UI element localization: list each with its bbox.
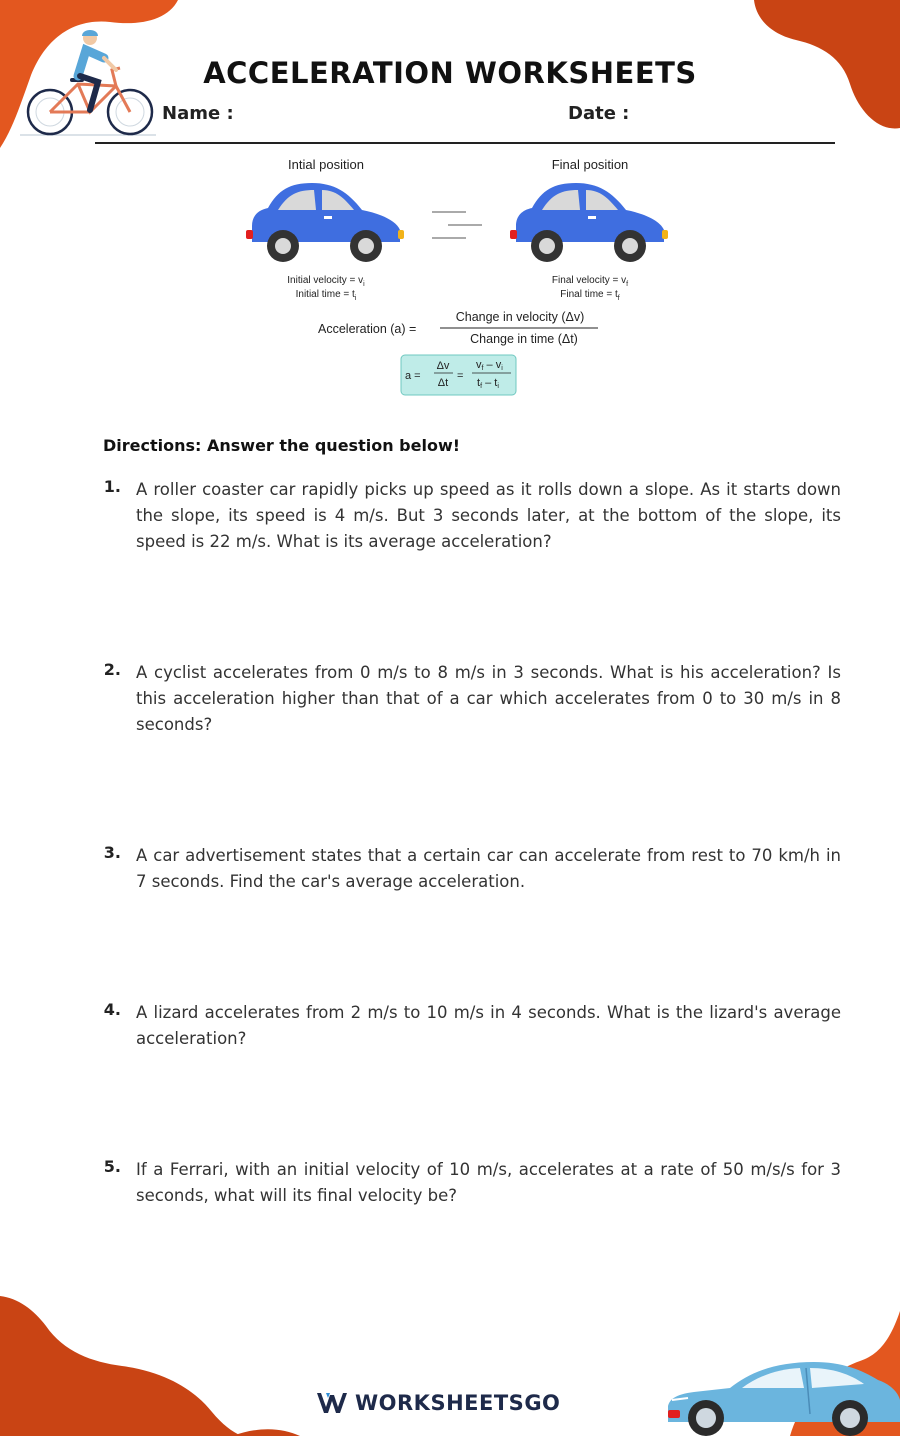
question-number: 5. <box>103 1157 121 1176</box>
formula-numerator: Change in velocity (Δv) <box>455 310 585 324</box>
acceleration-label: Acceleration (a) = <box>318 322 417 336</box>
final-position-label: Final position <box>551 157 629 172</box>
svg-text:=: = <box>457 370 464 382</box>
final-time-text: Final time = $t_f$ <box>560 289 620 302</box>
svg-text:vf – vi: vf – vi <box>476 359 503 372</box>
formula-denominator: Change in time (Δt) <box>470 332 578 346</box>
corner-decoration-bottom-left <box>0 1296 300 1436</box>
sports-car-illustration <box>664 1356 900 1436</box>
svg-text:Δv: Δv <box>436 360 450 372</box>
initial-car-icon <box>246 183 404 262</box>
svg-text:a =: a = <box>405 370 421 382</box>
question-item <box>95 1000 841 1052</box>
name-label: Name : <box>162 103 234 124</box>
brand-go: GO <box>524 1391 561 1415</box>
question-text: A car advertisement states that a certain car can accelerate from rest to 70 km/h in 7 seconds. Find the car's average acceleration. <box>136 846 841 891</box>
motion-lines <box>432 212 482 238</box>
question-item <box>95 660 841 738</box>
initial-position-label: Intial position <box>288 157 364 172</box>
question-item <box>95 1157 841 1209</box>
brand-logo[interactable] <box>316 1388 560 1418</box>
final-velocity-text: Final velocity = $v_f$ <box>551 275 629 288</box>
date-label: Date : <box>568 103 630 124</box>
w-logo-icon <box>316 1391 348 1415</box>
svg-text:Δt: Δt <box>437 377 449 389</box>
formula-box <box>401 355 516 395</box>
initial-velocity-text: Initial velocity = $v_i$ <box>287 275 365 288</box>
question-text: A roller coaster car rapidly picks up speed as it rolls down a slope. As it starts down the slope, its speed is 4 m/s. But 3 seconds later, at the bottom of the slope, its speed is 22 m/s. What is its average acceleration? <box>136 480 841 551</box>
page-title: ACCELERATION WORKSHEETS <box>203 56 697 90</box>
question-number: 4. <box>103 1000 121 1019</box>
svg-text:tf – ti: tf – ti <box>477 377 499 390</box>
question-text: A lizard accelerates from 2 m/s to 10 m/s in 4 seconds. What is the lizard's average acceleration? <box>136 1003 841 1048</box>
question-text: If a Ferrari, with an initial velocity of 10 m/s, accelerates at a rate of 50 m/s/s for 3 seconds, what will its final velocity be? <box>136 1160 841 1205</box>
brand-worksheets: WORKSHEETS <box>355 1391 525 1415</box>
question-item <box>95 477 841 555</box>
question-item <box>95 843 841 895</box>
question-number: 1. <box>103 477 121 496</box>
final-car-icon <box>510 183 668 262</box>
question-text: A cyclist accelerates from 0 m/s to 8 m/s in 3 seconds. What is his acceleration? Is this acceleration higher than that of a car which accelerates from 0 to 30 m/s in 8 seconds? <box>136 663 841 734</box>
initial-time-text: Initial time = $t_i$ <box>295 289 357 302</box>
header-divider <box>95 142 835 144</box>
question-number: 2. <box>103 660 121 679</box>
question-number: 3. <box>103 843 121 862</box>
acceleration-diagram <box>238 150 678 405</box>
directions-text: Directions: Answer the question below! <box>103 436 461 455</box>
